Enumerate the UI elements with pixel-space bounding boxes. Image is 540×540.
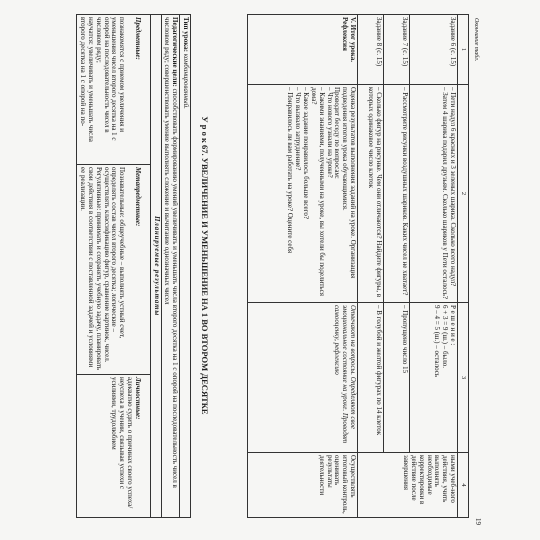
pedagogical-goals-cell	[161, 15, 180, 518]
column-number: 4	[458, 453, 469, 518]
stage-cell: V. Итог урока. Рефлексия	[248, 15, 358, 85]
result-cell: ными учеб-ного действия, учить выполнять необходимые корректировки в действие после завершения	[358, 453, 458, 518]
goals-label: Педагогические цели:	[171, 17, 180, 87]
column-number: 2	[458, 85, 469, 303]
lesson-type-value: комбинированный.	[182, 53, 190, 109]
column-number: 3	[458, 303, 469, 453]
subject-results-cell	[77, 15, 150, 165]
table-row	[384, 15, 410, 518]
personal-results-cell	[77, 375, 150, 518]
result-cell: Осуществлять итоговый контроль, оценивать результаты деятельности	[248, 453, 358, 518]
meta-label: Метапредметные:	[133, 167, 142, 227]
personal-text: адекватно судить о причинах своего успеха/неуспеха в учении, связывая успехи с усилиями, трудолюбием	[110, 377, 135, 509]
lesson-type-label: Тип урока:	[182, 17, 190, 52]
table-header-row	[458, 15, 469, 518]
page-number: 19	[474, 518, 482, 525]
activity-cell: – Пети надул 6 красных и 3 зеленых шарика. Сколько всего надул? – Затем 4 шарика подарил друзьям. Сколько шариков у Пети осталось?	[410, 85, 458, 303]
table-row	[150, 15, 161, 518]
stage-cell: Задание 8 (с. 15)	[358, 15, 384, 85]
lesson-type-cell	[180, 15, 191, 518]
subject-text: познакомятся с приемом увеличения и уменьшения чисел второго десятка на 1 с опорой на последовательность чисел в числовом ряду; научатся: увеличивать и уменьшать числа второго десятка на 1 с опорой на по-	[79, 17, 127, 142]
meta-text: Познавательные: общеучебные – выполнять устный счет, определять состав чисел второго десятка; логические – осуществлять классификацию фигур, сравнение картинок, чисел. Регулятивные: принимать и сохранять учебную задачу, планировать свои действия в соответствии с поставленной задачей и условиями ее реализации.	[79, 167, 127, 371]
answer-cell: Отвечают на вопросы. Определяют свое эмоциональное состояние на уроке. Проводят самооценку, рефлексию	[248, 303, 358, 453]
subject-label: Предметные:	[133, 17, 142, 60]
table-row	[180, 15, 191, 518]
activity-cell: – Сколько фигур на рисунке. Чем они отличаются? Найдите фигуры, в которых одинаковое число клеток	[358, 85, 384, 303]
stage-cell: Задание 7 (с. 15)	[384, 15, 410, 85]
rotated-page-content	[55, 0, 485, 540]
table-row	[410, 15, 458, 518]
planned-results-heading: Планируемые результаты	[150, 15, 161, 518]
running-head: Окончание табл.	[473, 18, 479, 62]
answer-cell: – Пропущено число 15	[384, 303, 410, 453]
table-row	[77, 15, 150, 518]
meta-results-cell	[77, 165, 150, 375]
stage-cell: Задание 6 (с. 15)	[410, 15, 458, 85]
column-number: 1	[458, 15, 469, 85]
answer-cell: Р е ш е н и е : 6 + 3 = 9 (ш.) – было. 9 – 4 = 5 (ш.) – осталось	[410, 303, 458, 453]
activity-cell: Оценка результатов выполнения заданий на уроке. Организация подведения итогов урока обучающимися. Проводит беседу по вопросам: – Что нового узнали на уроке? – Какими знаниями, полученными на уроке, вы хотели бы поделиться дома? – Какое задание понравилось больше всего? – Что вызвало затруднение? – Понравилось ли вам работать на уроке? Оцените себя	[248, 85, 358, 303]
activity-cell: – Рассмотрите рисунки воздушных шариков. Каких чисел не хватает?	[384, 85, 410, 303]
lesson-plan-table	[76, 14, 191, 518]
goals-text: способствовать формированию умений увеличивать и уменьшать числа второго десятка на 1 с опорой на последовательность чисел в числовом ряду; совершенствовать умение выполнять сложение и вычитание однозначных чисел	[163, 17, 180, 488]
table-row	[161, 15, 180, 518]
table-row	[358, 15, 384, 518]
answer-cell: – В голубой и желтой фигурах по 14 клеток	[358, 303, 384, 453]
lesson-title: У р о к 67. УВЕЛИЧЕНИЕ И УМЕНЬШЕНИЕ НА 1 ВО ВТОРОМ ДЕСЯТКЕ	[200, 116, 210, 415]
lesson-stages-table	[247, 14, 469, 518]
table-row	[248, 15, 358, 518]
personal-label: Личностные:	[133, 377, 142, 420]
